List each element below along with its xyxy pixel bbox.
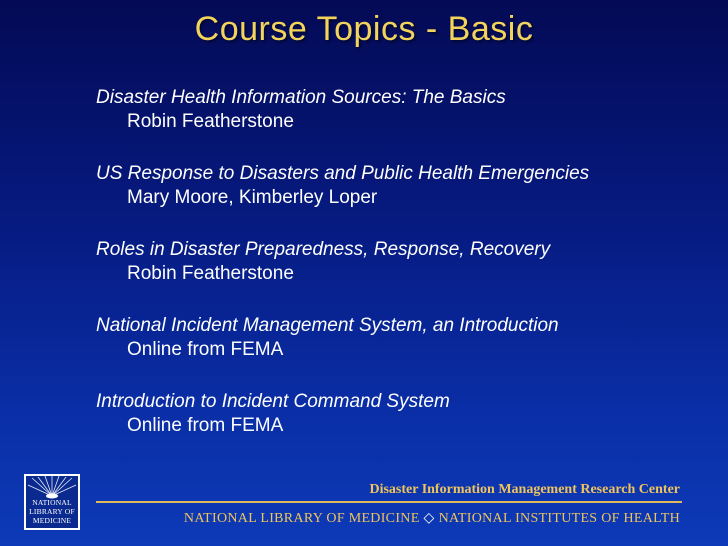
footer-divider — [96, 501, 682, 503]
organization-line — [184, 510, 680, 527]
topic-presenter: Robin Featherstone — [127, 111, 294, 132]
topic-item — [96, 238, 716, 286]
topic-item — [96, 162, 716, 210]
topic-list — [96, 86, 716, 466]
org-nih: NATIONAL INSTITUTES OF HEALTH — [438, 511, 680, 526]
logo-text — [26, 498, 78, 525]
topic-item — [96, 390, 716, 438]
topic-name: Roles in Disaster Preparedness, Response, Recovery — [96, 239, 551, 260]
nlm-logo — [24, 474, 80, 530]
topic-presenter: Online from FEMA — [127, 339, 284, 360]
slide-title: Course Topics - Basic — [194, 10, 534, 48]
topic-name: Introduction to Incident Command System — [96, 391, 450, 412]
research-center-name: Disaster Information Management Research Center — [369, 482, 680, 497]
org-nlm: NATIONAL LIBRARY OF MEDICINE — [183, 511, 420, 526]
diamond-separator: ◇ — [423, 511, 435, 526]
topic-presenter: Mary Moore, Kimberley Loper — [127, 187, 378, 208]
topic-name: Disaster Health Information Sources: The Basics — [96, 87, 506, 108]
logo-line: NATIONAL — [32, 498, 72, 507]
topic-item — [96, 86, 716, 134]
topic-presenter: Online from FEMA — [127, 415, 284, 436]
topic-name: US Response to Disasters and Public Health Emergencies — [96, 163, 590, 184]
topic-name: National Incident Management System, an Introduction — [96, 315, 559, 336]
logo-line: LIBRARY OF — [29, 507, 75, 516]
logo-line: MEDICINE — [32, 516, 72, 525]
topic-item — [96, 314, 716, 362]
topic-presenter: Robin Featherstone — [127, 263, 294, 284]
